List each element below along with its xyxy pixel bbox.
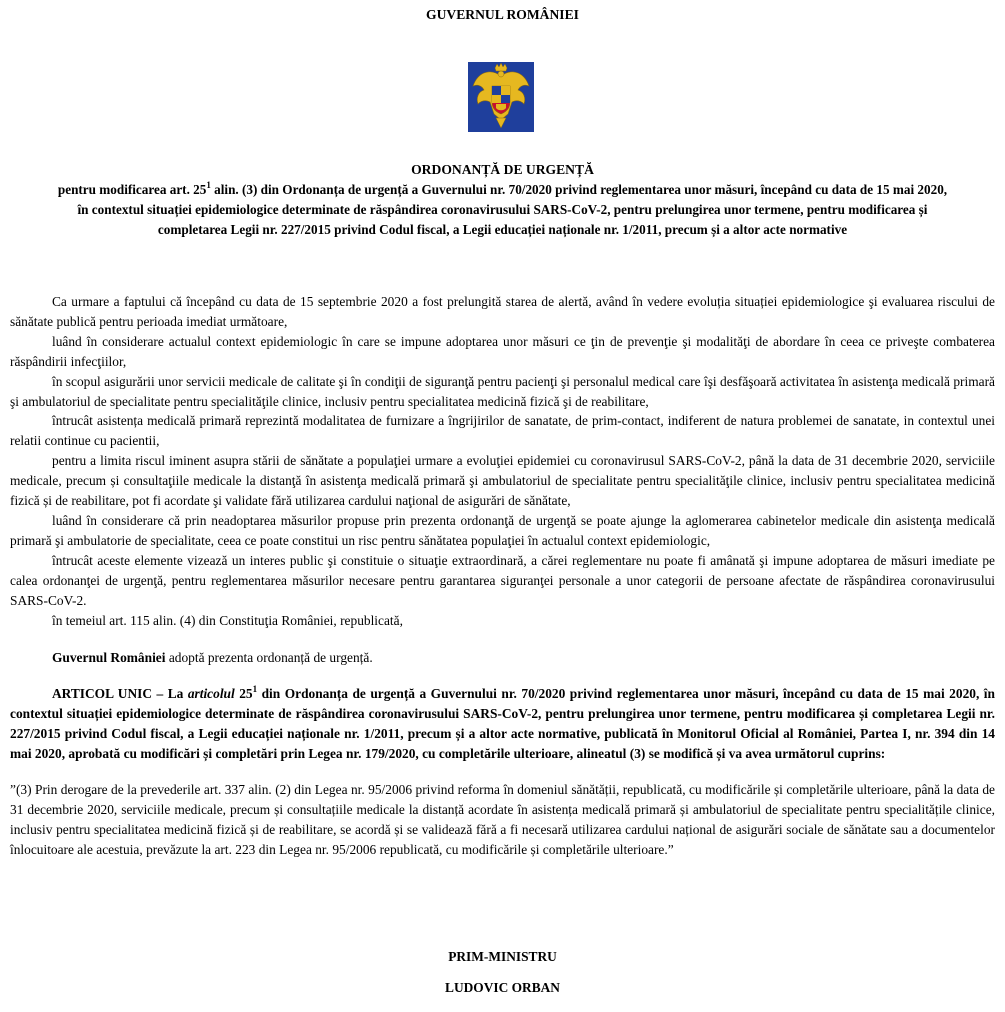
preamble-paragraph: întrucât aceste elemente vizează un interes public şi constituie o situaţie extraordinară, a cărei reglementare nu poate fi amânată şi impune adoptarea de măsuri imediate pe calea ordonanţei de urgenţă, pentru reglementarea măsurilor necesare pentru garantarea siguranţei personale a unor categorii de persoane afectate de răspândirea coronavirusului SARS-CoV-2.: [10, 552, 995, 608]
signature-name: LUDOVIC ORBAN: [445, 980, 560, 995]
preamble-paragraph: în scopul asigurării unor servicii medicale de calitate şi în condiţii de siguranţă pentru pacienţi şi personalul medical care îşi desfăşoară activitatea în asistenţa medicală primară şi ambulatoriul de specialitate pentru specialităţile clinice, inclusiv pentru specialitatea medicină fizică şi de reabilitare,: [10, 373, 995, 409]
preamble-paragraph: în temeiul art. 115 alin. (4) din Constituţia României, republicată,: [52, 612, 403, 628]
article-number: 25: [234, 686, 253, 702]
preamble-paragraph: luând în considerare actualul context epidemiologic în care se impune adoptarea unor măsuri ce ţin de prevenţie şi modalităţi de abordare în ceea ce priveşte combaterea răspândirii infecţiilor,: [10, 333, 995, 369]
subtitle-superscript: 1: [206, 180, 211, 190]
article-superscript: 1: [252, 684, 258, 695]
preamble-paragraph: Ca urmare a faptului că începând cu data de 15 septembrie 2020 a fost prelungită starea de alertă, având în vedere evoluția situației epidemiologice şi evaluarea riscului de sănătate publică pentru perioada imediat următoare,: [10, 294, 995, 329]
adoption-statement: [10, 648, 995, 668]
signature-role: PRIM-MINISTRU: [448, 949, 557, 964]
document-subtitle-line1: [10, 180, 995, 200]
government-header: GUVERNUL ROMÂNIEI: [426, 7, 579, 22]
romania-coat-of-arms-icon: [468, 62, 534, 132]
article-label-italic: articolul: [187, 686, 235, 702]
quoted-paragraph: ”(3) Prin derogare de la prevederile art. 337 alin. (2) din Legea nr. 95/2006 privind reforma în domeniul sănătății, republicată, cu modificările și completările ulterioare, până la data de 31 decembrie 2020, serviciile medicale, precum și consultațiile medicale la distanță acordate în asistența medicală primară și ambulatoriul de specialitate pentru specialitățile clinice, inclusiv pentru specialitatea medicină fizică și de reabilitare, se acordă și se validează fără a fi necesară utilizarea cardului național de asigurări sociale de sănătate sau a documentelor înlocuitoare ale acestuia, prevăzute la art. 223 din Legea nr. 95/2006 republicată, cu modificările și completările ulterioare.”: [10, 781, 995, 857]
preamble: [10, 292, 995, 860]
preamble-paragraph: întrucât asistența medicală primară reprezintă modalitatea de furnizare a îngrijirilor de sanatate, de prim-contact, indiferent de natura problemei de sanatate, in contextul unei relatii continue cu pacientii,: [10, 413, 995, 449]
adoption-rest: adoptă prezenta ordonanță de urgență.: [165, 650, 373, 666]
document-subtitle-line3: completarea Legii nr. 227/2015 privind Codul fiscal, a Legii educației naționale nr. 1/2011, precum și a altor acte normative: [157, 222, 848, 237]
document-subtitle-line2: în contextul situației epidemiologice determinate de răspândirea coronavirusului SARS-CoV-2, pentru prelungirea unor termene, pentru modificarea și: [77, 202, 928, 217]
title-block: [10, 160, 995, 240]
preamble-paragraph: pentru a limita riscul iminent asupra stării de sănătate a populaţiei urmare a evoluţiei epidemiei cu coronavirusul SARS-CoV-2, până la data de 31 decembrie 2020, serviciile medicale, precum și consultaţiile medicale la distanţă în asistenţa medicală primară şi ambulatoriul de specialitate pentru specialităţile clinice, inclusiv pentru specialitatea medicină fizică și de reabilitare, pot fi acordate şi validate fără utilizarea cardului naţional de asigurări de sănătate,: [10, 453, 995, 509]
preamble-paragraph: luând în considerare că prin neadoptarea măsurilor propuse prin prezenta ordonanţă de urgenţă se poate ajunge la aglomerarea cabinetelor medicale din asistenţa medicală primară şi ambulatorie de specialitate, ceea ce poate constitui un risc pentru sănătatea populaţiei în actualul context epidemiologic,: [10, 512, 995, 548]
document-heading: ORDONANȚĂ DE URGENȚĂ: [411, 162, 594, 177]
subtitle-part2: alin. (3) din Ordonanța de urgență a Guvernului nr. 70/2020 privind reglementarea unor măsuri, începând cu data de 15 mai 2020,: [210, 182, 948, 197]
article-unic: [10, 684, 995, 764]
article-label: ARTICOL UNIC – La: [52, 686, 188, 702]
adoption-subject: Guvernul României: [52, 650, 166, 666]
article-text: din Ordonanța de urgență a Guvernului nr. 70/2020 privind reglementarea unor măsuri, începând cu data de 15 mai 2020, în contextul situației epidemiologice determinate de răspândirea coronavirusului SARS-CoV-2, pentru prelungirea unor termene, pentru modificarea și completarea Legii nr. 227/2015 privind Codul fiscal, a Legii educației naționale nr. 1/2011, precum și a altor acte normative, publicată în Monitorul Oficial al României, Partea I, nr. 394 din 14 mai 2020, aprobată cu modificări și completări prin Legea nr. 179/2020, cu completările ulterioare, alineatul (3) se modifică și va avea următorul cuprins:: [10, 686, 995, 762]
subtitle-part1: pentru modificarea art. 25: [57, 182, 207, 197]
